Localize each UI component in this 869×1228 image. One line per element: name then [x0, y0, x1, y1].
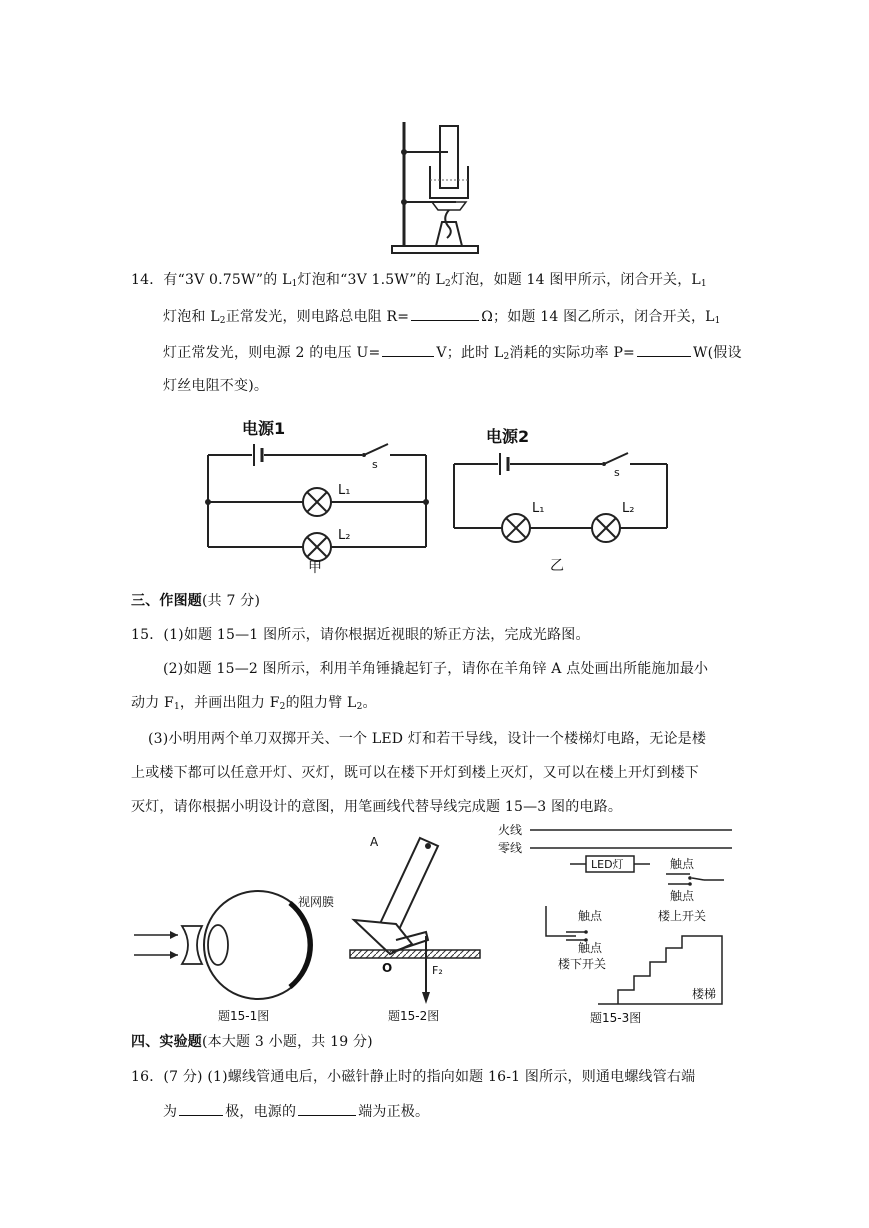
q14-text: 灯正常发光，则电源 2 的电压 U=	[163, 345, 381, 361]
q14-line-4	[163, 376, 268, 396]
q14-text: 正常发光，则电路总电阻 R=	[225, 309, 410, 325]
q15-text: 15．(1)如题 15—1 图所示，请你根据近视眼的矫正方法，完成光路图。	[131, 627, 590, 643]
live-wire-label: 火线	[498, 823, 523, 837]
figure-caption-yi: 乙	[550, 558, 564, 574]
figure-caption: 题15-2图	[388, 1009, 440, 1023]
lamp-l2-label: L₂	[622, 501, 635, 516]
wood-board	[350, 950, 480, 958]
circuit-diagram-yi	[446, 424, 676, 574]
point-a-label: A	[370, 835, 379, 849]
retina-label: 视网膜	[298, 895, 335, 909]
answer-blank-pole[interactable]	[179, 1101, 223, 1116]
q15-line-2	[163, 659, 708, 679]
lamp-l1-label: L₁	[532, 501, 545, 516]
source-2-label: 电源2	[486, 427, 530, 446]
q16-text: 端为正极。	[358, 1104, 430, 1120]
lamp-l1-label: L₁	[338, 483, 351, 498]
subscript: 1	[714, 316, 721, 326]
circuit-diagram-jia	[200, 414, 436, 576]
hammer-handle	[378, 838, 438, 936]
q15-text: 动力 F	[131, 695, 174, 711]
retina	[290, 903, 310, 987]
q15-text: ，并画出阻力 F	[179, 695, 280, 711]
subscript: 2	[356, 702, 363, 712]
subscript: 2	[219, 316, 226, 326]
downstairs-switch-label: 楼下开关	[558, 957, 607, 971]
led-label: LED灯	[591, 858, 624, 871]
section-title: 三、作图题	[131, 593, 202, 609]
lamp-l2-label: L₂	[338, 528, 351, 543]
section-title: 四、实验题	[131, 1034, 202, 1050]
q15-text: (3)小明用两个单刀双掷开关、一个 LED 灯和若干导线，设计一个楼梯灯电路，无论是楼	[148, 731, 707, 747]
q15-line-1	[131, 625, 590, 645]
q14-text: 14．有“3V 0.75W”的 L	[131, 272, 292, 288]
point-o-label: O	[382, 961, 393, 975]
q14-line-3	[163, 342, 742, 367]
downstairs-contact-label-2: 触点	[578, 941, 603, 955]
force-f2-label: F₂	[432, 964, 443, 977]
q16-text: 极，电源的	[225, 1104, 297, 1120]
q15-line-3	[131, 693, 377, 717]
q15-text: 灭灯，请你根据小明设计的意图，用笔画线代替导线完成题 15—3 图的电路。	[131, 799, 623, 815]
q15-text: (2)如题 15—2 图所示，利用羊角锤撬起钉子，请你在羊角锌 A 点处画出所能施加最小	[163, 661, 709, 677]
answer-blank-r[interactable]	[411, 306, 479, 321]
q15-text: 的阻力臂 L	[285, 695, 357, 711]
section-4-heading	[131, 1032, 373, 1052]
neutral-wire-label: 零线	[498, 841, 523, 855]
eye-lens	[208, 925, 228, 965]
upstairs-contact-label-2: 触点	[670, 889, 695, 903]
figure-caption-jia: 甲	[308, 560, 322, 576]
section-3-heading	[131, 591, 260, 611]
figure-caption: 题15-3图	[590, 1011, 642, 1025]
answer-blank-p[interactable]	[637, 342, 691, 357]
heating-apparatus-figure	[390, 118, 482, 256]
q14-text: 消耗的实际功率 P=	[509, 345, 635, 361]
section-note: (本大题 3 小题，共 19 分)	[202, 1034, 373, 1050]
subscript: 2	[444, 279, 451, 289]
source-1-label: 电源1	[242, 419, 286, 438]
upstairs-switch-label: 楼上开关	[658, 909, 707, 923]
q14-text: 灯泡和“3V 1.5W”的 L	[297, 272, 445, 288]
answer-blank-terminal[interactable]	[298, 1101, 356, 1116]
figure-15-3-stair-circuit	[494, 820, 740, 1030]
q14-line-2	[163, 306, 721, 331]
downstairs-contact-top[interactable]	[584, 930, 588, 934]
answer-blank-u[interactable]	[382, 342, 434, 357]
figure-15-2-hammer	[346, 828, 486, 1028]
q14-text: V；此时 L	[436, 345, 504, 361]
q16-line-1	[131, 1067, 695, 1087]
upstairs-contact-label-1: 触点	[670, 857, 695, 871]
switch-s-label: s	[614, 466, 620, 479]
q14-text: 灯泡，如题 14 图甲所示，闭合开关，L	[450, 272, 701, 288]
stairs-label: 楼梯	[692, 987, 717, 1001]
upstairs-contact-top[interactable]	[688, 876, 692, 880]
q15-text: 。	[362, 695, 377, 711]
q14-text: W(假设	[693, 345, 742, 361]
figure-caption: 题15-1图	[218, 1009, 270, 1023]
subscript: 1	[291, 279, 298, 289]
concave-lens	[182, 926, 202, 964]
q16-text: 为	[163, 1104, 178, 1120]
q15-line-4	[148, 729, 706, 749]
q14-line-1	[131, 270, 707, 294]
q14-text: 灯丝电阻不变)。	[163, 378, 269, 394]
q14-text: 灯泡和 L	[163, 309, 220, 325]
downstairs-contact-label-1: 触点	[578, 909, 603, 923]
subscript: 1	[173, 702, 180, 712]
subscript: 1	[700, 279, 707, 289]
q15-line-5	[131, 763, 699, 783]
section-note: (共 7 分)	[202, 593, 261, 609]
q15-text: 上或楼下都可以任意开灯、灭灯，既可以在楼下开灯到楼上灭灯，又可以在楼上开灯到楼下	[131, 765, 699, 781]
subscript: 2	[503, 352, 510, 362]
q16-text: 16．(7 分) (1)螺线管通电后，小磁针静止时的指向如题 16-1 图所示，则通电螺线管右端	[131, 1069, 696, 1085]
q16-line-2	[163, 1101, 429, 1122]
figure-15-1-eye	[130, 880, 350, 1030]
q15-line-6	[131, 797, 622, 817]
subscript: 2	[279, 702, 286, 712]
switch-s-label: s	[372, 458, 378, 471]
q14-text: Ω；如题 14 图乙所示，闭合开关，L	[481, 309, 715, 325]
